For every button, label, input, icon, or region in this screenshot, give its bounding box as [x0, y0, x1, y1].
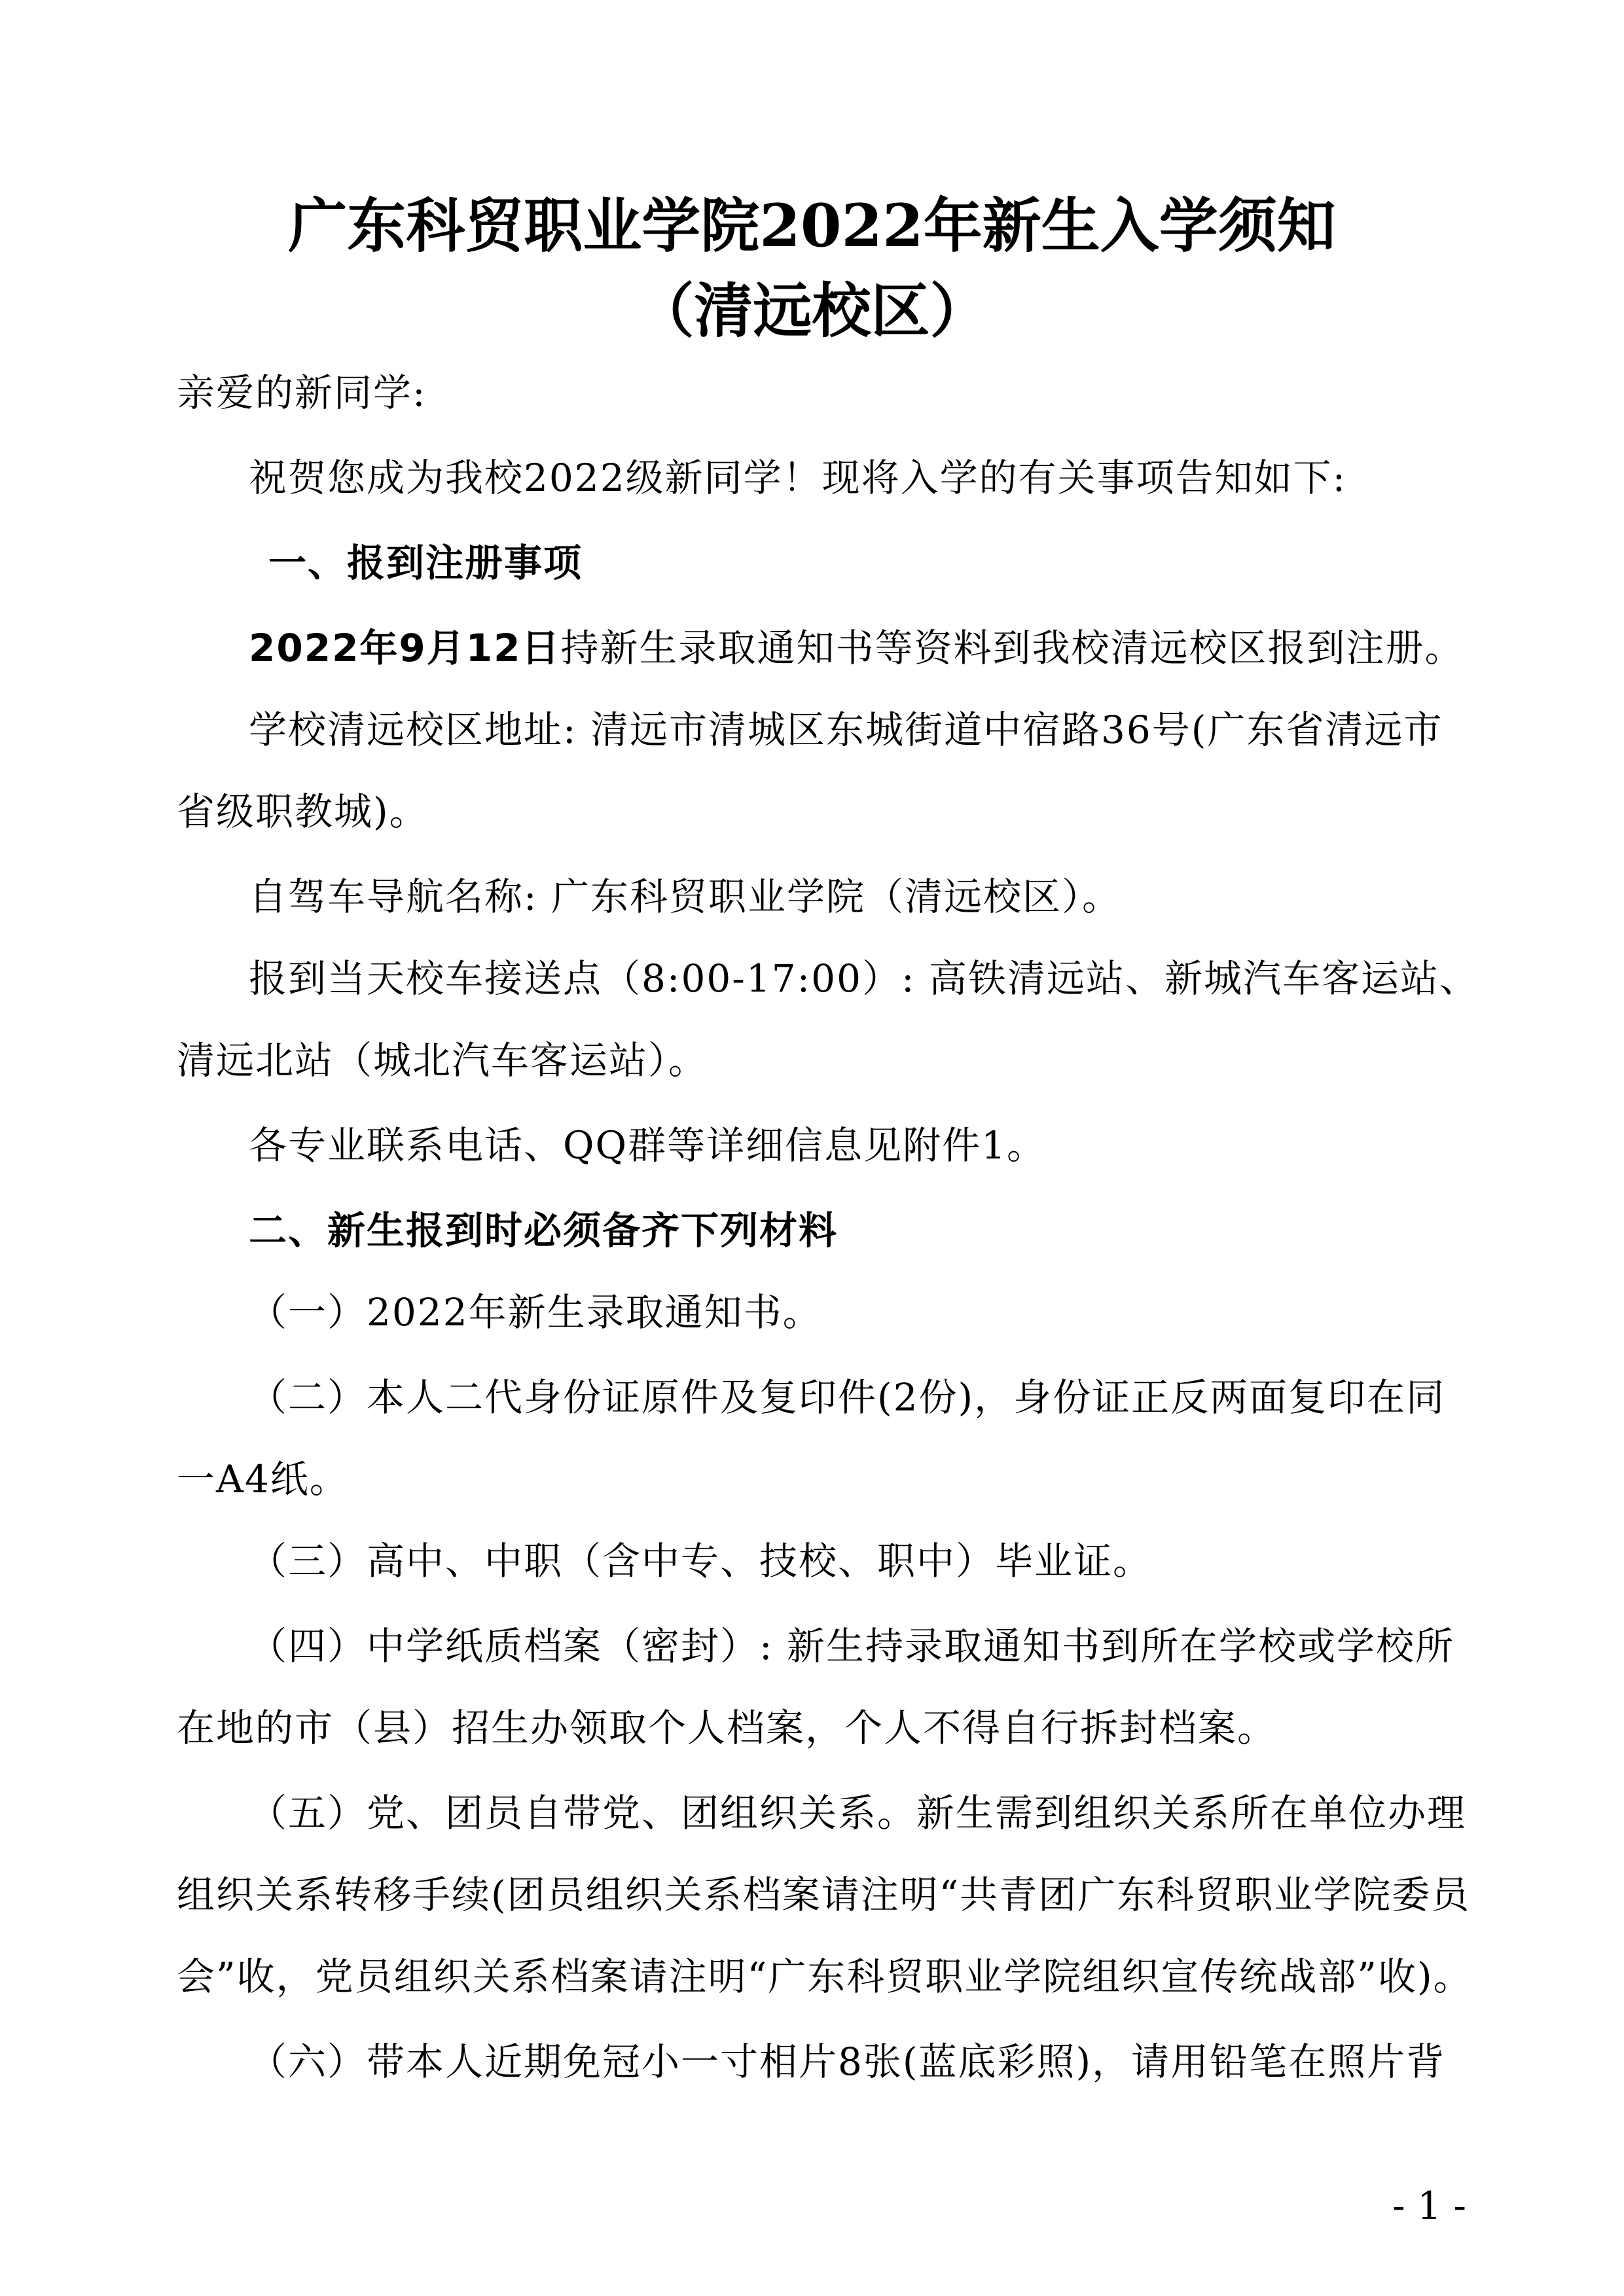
address-line-continued: 省级职教城)。 [177, 789, 429, 834]
material-item-4: （四）中学纸质档案（密封）: 新生持录取通知书到所在学校或学校所 [249, 1624, 1454, 1668]
section-heading-materials: 二、新生报到时必须备齐下列材料 [249, 1208, 839, 1253]
navigation-name: 自驾车导航名称: 广东科贸职业学院（清远校区）。 [249, 874, 1121, 919]
registration-date-paragraph [249, 622, 1464, 674]
shuttle-points-continued: 清远北站（城北汽车客运站）。 [177, 1038, 708, 1083]
material-item-6: （六）带本人近期免冠小一寸相片8张(蓝底彩照)，请用铅笔在照片背 [249, 2039, 1446, 2084]
material-item-4-continued: 在地的市（县）招生办领取个人档案，个人不得自行拆封档案。 [177, 1706, 1277, 1750]
material-item-5-continued-2: 会”收，党员组织关系档案请注明“广东科贸职业学院组织宣传统战部”收)。 [177, 1954, 1473, 1999]
section-heading-registration: 一、报到注册事项 [268, 541, 583, 585]
material-item-5-continued: 组织关系转移手续(团员组织关系档案请注明“共青团广东科贸职业学院委员 [177, 1873, 1471, 1917]
page-number: - 1 - [1392, 2183, 1466, 2228]
material-item-1: （一）2022年新生录取通知书。 [249, 1290, 822, 1335]
document-title: 广东科贸职业学院2022年新生入学须知 [288, 191, 1336, 260]
material-item-2: （二）本人二代身份证原件及复印件(2份)，身份证正反两面复印在同 [249, 1375, 1446, 1420]
material-item-3: （三）高中、中职（含中专、技校、职中）毕业证。 [249, 1539, 1153, 1583]
material-item-2-continued: 一A4纸。 [177, 1457, 349, 1501]
intro-paragraph: 祝贺您成为我校2022级新同学！现将入学的有关事项告知如下: [249, 456, 1347, 500]
contact-info: 各专业联系电话、QQ群等详细信息见附件1。 [249, 1123, 1047, 1168]
registration-date: 2022年9月12日 [249, 626, 561, 670]
shuttle-points: 报到当天校车接送点（8:00-17:00）: 高铁清远站、新城汽车客运站、 [249, 956, 1479, 1001]
address-line: 学校清远校区地址: 清远市清城区东城街道中宿路36号(广东省清远市 [249, 708, 1443, 752]
registration-date-text: 持新生录取通知书等资料到我校清远校区报到注册。 [560, 626, 1464, 670]
material-item-5: （五）党、团员自带党、团组织关系。新生需到组织关系所在单位办理 [249, 1791, 1467, 1835]
document-subtitle: （清远校区） [635, 276, 989, 346]
salutation: 亲爱的新同学: [177, 370, 427, 415]
